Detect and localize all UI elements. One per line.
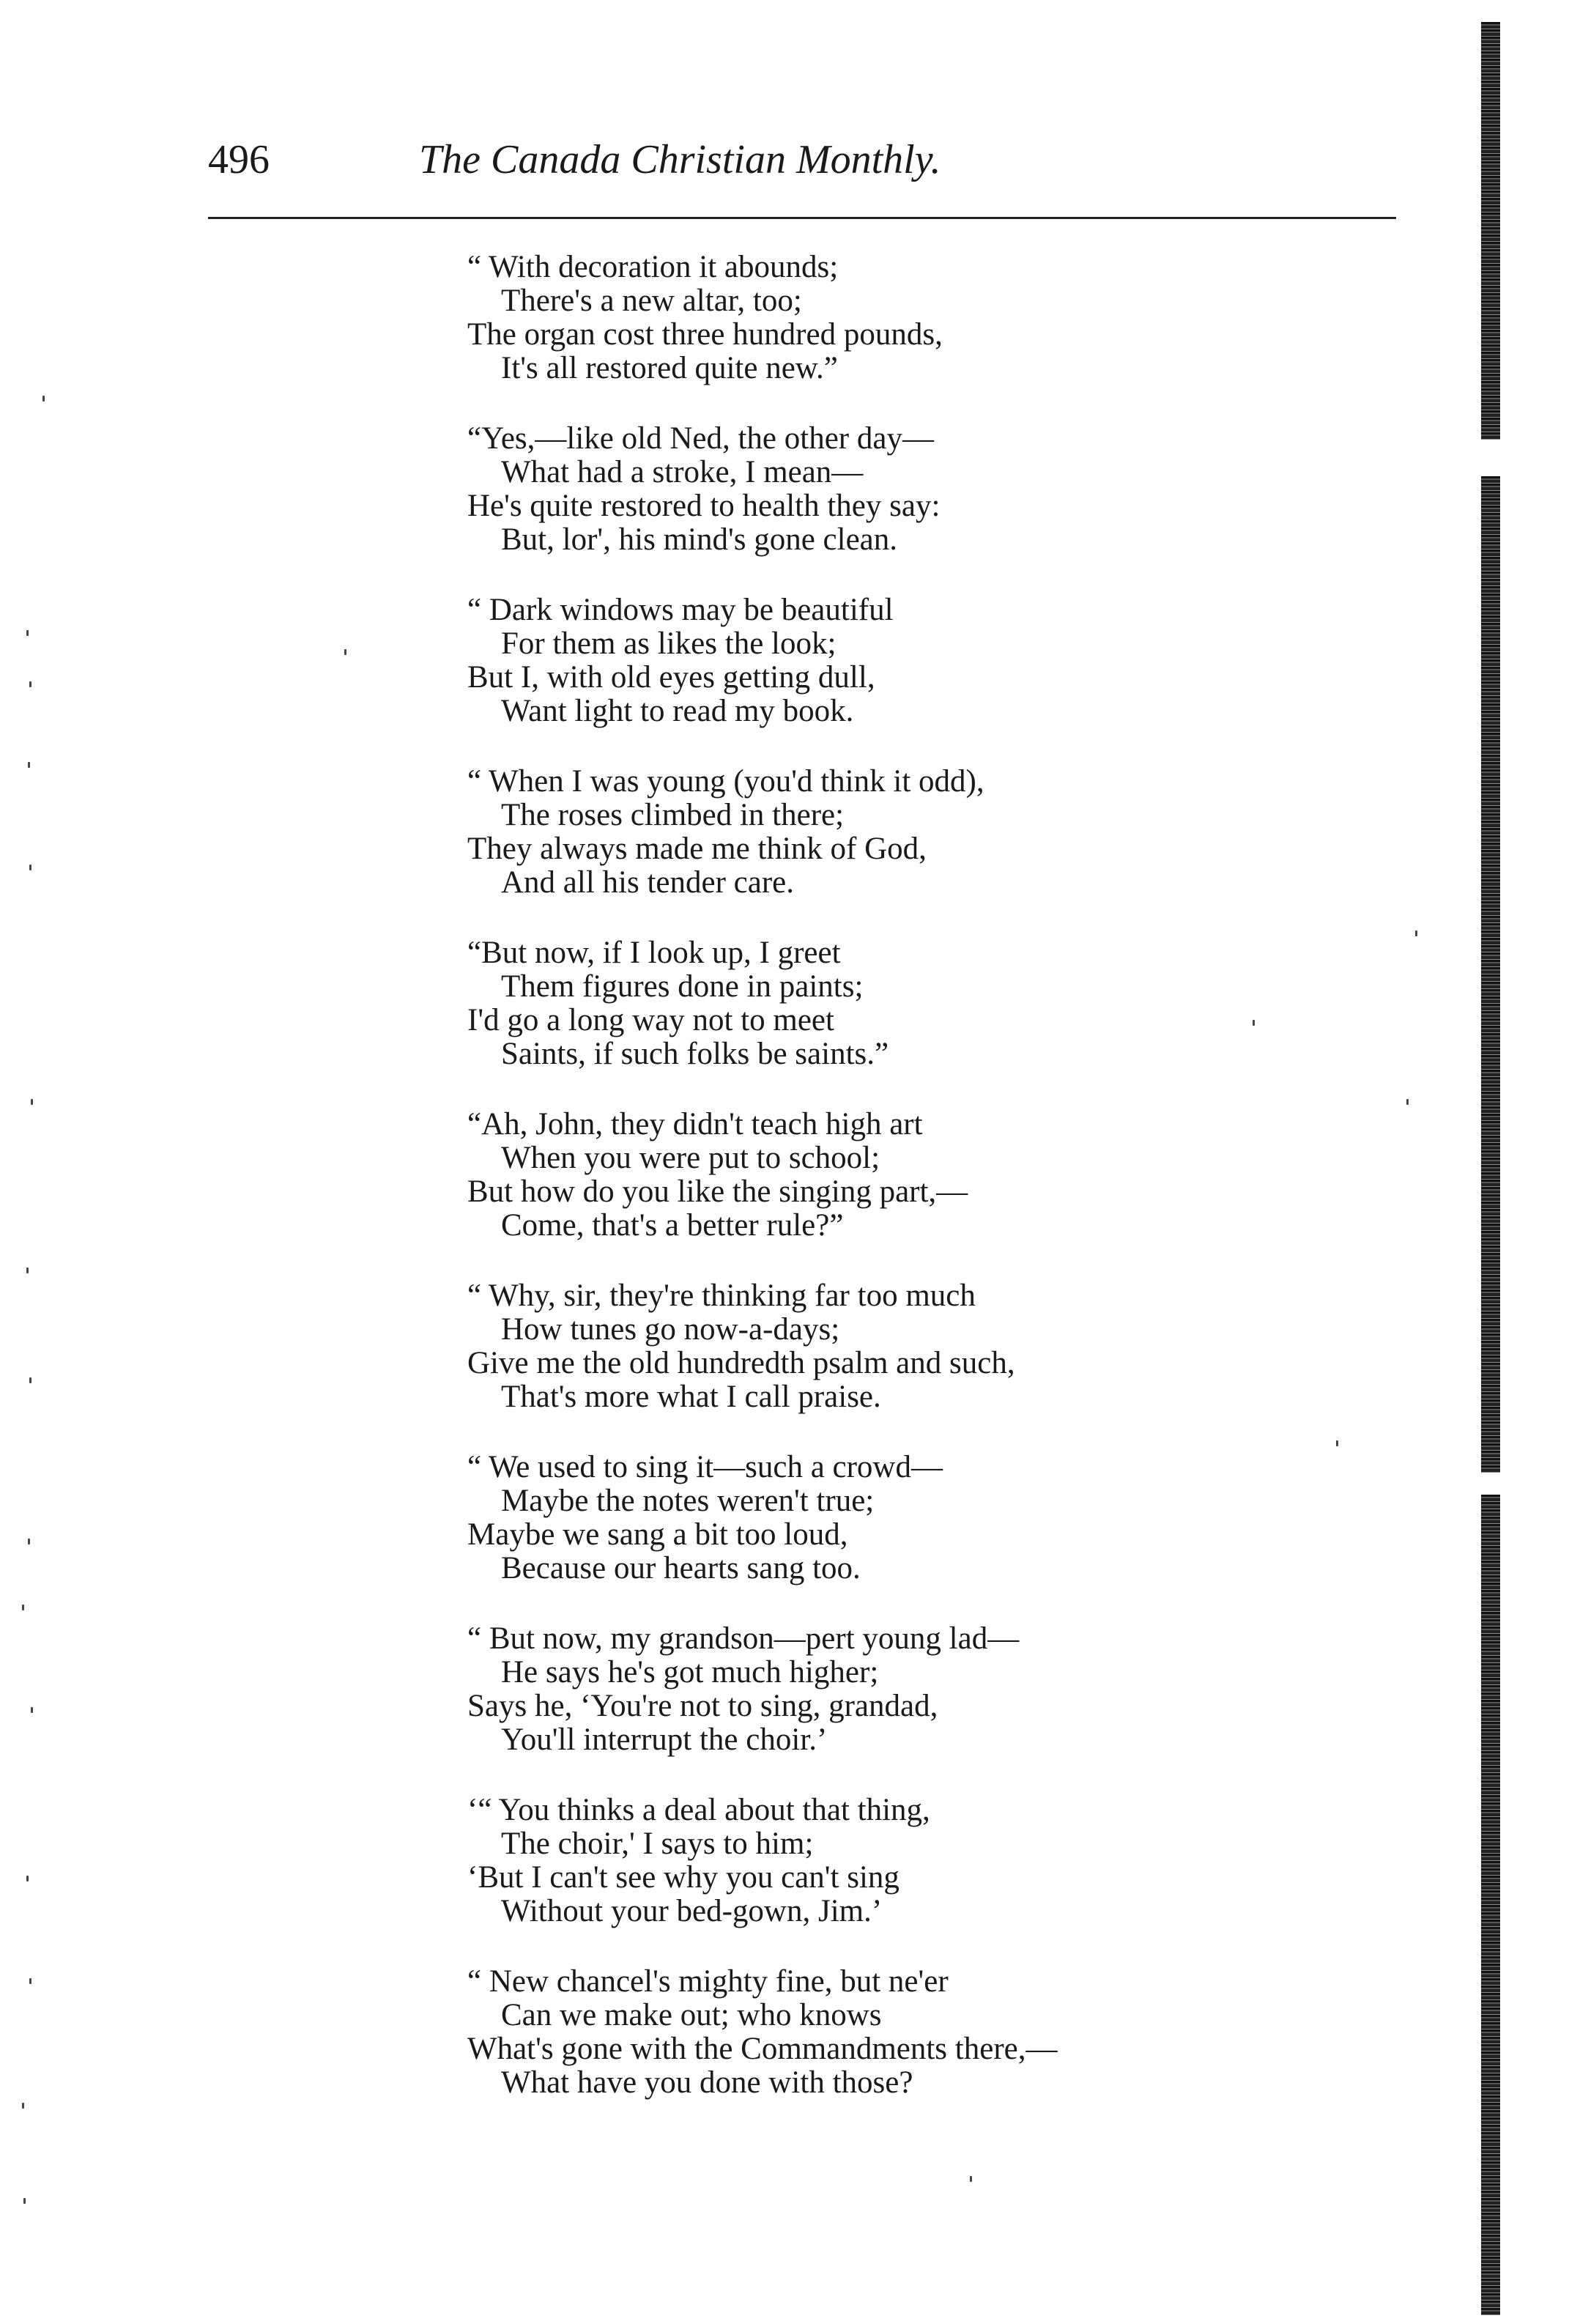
stanza <box>467 1622 1420 1757</box>
poem-line: When you were put to school; <box>501 1141 880 1175</box>
poem-line: “Yes,—like old Ned, the other day— <box>467 421 934 456</box>
poem-line: There's a new altar, too; <box>501 284 802 318</box>
poem-line: Them figures done in paints; <box>501 969 864 1004</box>
poem <box>467 251 1420 2136</box>
poem-line: ‘But I can't see why you can't sing <box>467 1860 900 1895</box>
poem-line: Without your bed-gown, Jim.’ <box>501 1894 883 1928</box>
poem-line: “ With decoration it abounds; <box>467 250 839 284</box>
poem-line: But I, with old eyes getting dull, <box>467 660 875 695</box>
stanza <box>467 422 1420 557</box>
poem-line: “ We used to sing it—such a crowd— <box>467 1450 943 1484</box>
poem-line: The organ cost three hundred pounds, <box>467 317 943 352</box>
stanza <box>467 1451 1420 1585</box>
poem-line: I'd go a long way not to meet <box>467 1003 834 1037</box>
poem-line: Want light to read my book. <box>501 694 854 728</box>
stanza <box>467 251 1420 385</box>
poem-line: What had a stroke, I mean— <box>501 455 864 489</box>
poem-line: The roses climbed in there; <box>501 798 845 832</box>
poem-line: For them as likes the look; <box>501 626 837 661</box>
poem-line: “But now, if I look up, I greet <box>467 936 841 970</box>
poem-line: “ New chancel's mighty fine, but ne'er <box>467 1964 949 1999</box>
poem-line: That's more what I call praise. <box>501 1380 881 1414</box>
poem-line: Maybe the notes weren't true; <box>501 1484 875 1518</box>
poem-line: What's gone with the Commandments there,— <box>467 2032 1058 2066</box>
poem-line: And all his tender care. <box>501 865 794 900</box>
stanza <box>467 593 1420 728</box>
poem-line: Because our hearts sang too. <box>501 1551 861 1585</box>
poem-line: “ When I was young (you'd think it odd), <box>467 764 984 799</box>
page-header <box>208 130 1395 189</box>
poem-line: How tunes go now-a-days; <box>501 1312 840 1347</box>
poem-line: “ Dark windows may be beautiful <box>467 593 894 627</box>
poem-line: “ But now, my grandson—pert young lad— <box>467 1621 1020 1656</box>
poem-line: Come, that's a better rule?” <box>501 1208 844 1243</box>
poem-line: “Ah, John, they didn't teach high art <box>467 1107 923 1141</box>
poem-line: ‘“ You thinks a deal about that thing, <box>467 1793 930 1827</box>
poem-line: He's quite restored to health they say: <box>467 489 941 523</box>
poem-line: Saints, if such folks be saints.” <box>501 1037 889 1071</box>
poem-line: Maybe we sang a bit too loud, <box>467 1517 848 1552</box>
binding-gap <box>1481 440 1500 476</box>
stanza <box>467 1794 1420 1928</box>
header-rule <box>208 217 1396 219</box>
running-title: The Canada Christian Monthly. <box>419 137 941 182</box>
binding-edge <box>1481 22 1500 2315</box>
poem-line: He says he's got much higher; <box>501 1655 879 1690</box>
poem-line: Can we make out; who knows <box>501 1998 882 2032</box>
poem-line: It's all restored quite new.” <box>501 351 838 385</box>
poem-line: What have you done with those? <box>501 2065 913 2100</box>
poem-line: Says he, ‘You're not to sing, grandad, <box>467 1689 938 1723</box>
stanza <box>467 1279 1420 1414</box>
poem-line: The choir,' I says to him; <box>501 1827 814 1861</box>
poem-line: “ Why, sir, they're thinking far too much <box>467 1278 976 1313</box>
poem-line: You'll interrupt the choir.’ <box>501 1722 828 1757</box>
stanza <box>467 765 1420 900</box>
stanza <box>467 1965 1420 2100</box>
page-number: 496 <box>208 137 270 182</box>
stanza <box>467 936 1420 1071</box>
poem-line: But, lor', his mind's gone clean. <box>501 522 897 557</box>
binding-gap <box>1481 1473 1500 1495</box>
stanza <box>467 1108 1420 1243</box>
poem-line: But how do you like the singing part,— <box>467 1174 968 1209</box>
poem-line: They always made me think of God, <box>467 832 927 866</box>
poem-line: Give me the old hundredth psalm and such, <box>467 1346 1015 1380</box>
